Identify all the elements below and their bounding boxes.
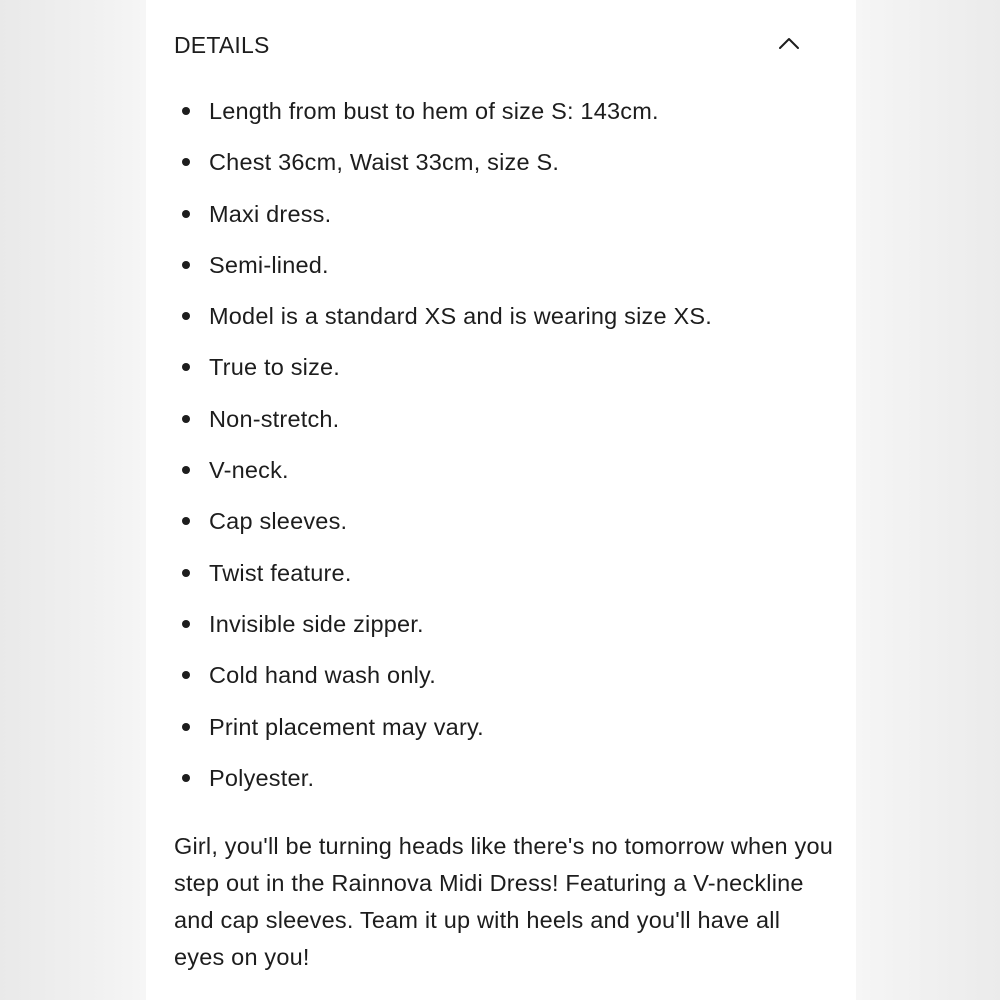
details-accordion-title: DETAILS: [174, 32, 270, 58]
bullet-icon: [182, 210, 190, 218]
details-list-item-text: Length from bust to hem of size S: 143cm.: [209, 98, 659, 124]
bullet-icon: [182, 620, 190, 628]
bullet-icon: [182, 517, 190, 525]
bullet-icon: [182, 569, 190, 577]
details-list-item: [174, 502, 828, 553]
details-list-item-text: Twist feature.: [209, 559, 352, 586]
details-accordion-header[interactable]: [174, 0, 828, 92]
details-list-item-text: V-neck.: [209, 457, 289, 484]
details-list-item: [174, 554, 828, 605]
details-list-item: [174, 708, 828, 759]
details-list-item: [174, 759, 828, 810]
details-list-item-text: Cold hand wash only.: [209, 662, 436, 689]
details-list-item: [174, 605, 828, 656]
product-details-panel: [146, 0, 856, 1000]
bullet-icon: [182, 723, 190, 731]
details-list-item-text: Chest 36cm, Waist 33cm, size S.: [209, 149, 560, 176]
product-description: Girl, you'll be turning heads like there's no tomorrow when you step out in the Rainnova Midi Dress! Featuring a V-neckline and cap sleeves. Team it up with heels and you'll have all eyes on you!: [174, 833, 834, 971]
bullet-icon: [182, 363, 190, 371]
details-list-item: [174, 195, 828, 246]
details-list-item-text: Non-stretch.: [209, 405, 340, 432]
bullet-icon: [182, 466, 190, 474]
details-list-item: [174, 400, 828, 451]
details-list-item-text: Polyester.: [209, 764, 315, 791]
bullet-icon: [182, 312, 190, 320]
bullet-icon: [182, 774, 190, 782]
details-list-item: [174, 656, 828, 707]
details-list-item-text: Semi-lined.: [209, 251, 329, 278]
bullet-icon: [182, 261, 190, 269]
details-list-item: [174, 246, 828, 297]
bullet-icon: [182, 107, 190, 115]
bullet-icon: [182, 671, 190, 679]
details-list-item-text: Maxi dress.: [209, 200, 332, 227]
details-list-item: [174, 92, 828, 143]
details-list-item-text: True to size.: [209, 354, 341, 381]
details-list-item-text: Model is a standard XS and is wearing size XS.: [209, 303, 712, 330]
details-list: [174, 92, 828, 810]
details-list-item: [174, 348, 828, 399]
details-list-item-text: Print placement may vary.: [209, 713, 484, 740]
details-list-item-text: Invisible side zipper.: [209, 610, 424, 637]
details-list-item: [174, 297, 828, 348]
details-list-item: [174, 143, 828, 194]
details-list-item: [174, 451, 828, 502]
bullet-icon: [182, 158, 190, 166]
chevron-up-icon[interactable]: [778, 36, 800, 50]
bullet-icon: [182, 415, 190, 423]
details-list-item-text: Cap sleeves.: [209, 508, 348, 535]
